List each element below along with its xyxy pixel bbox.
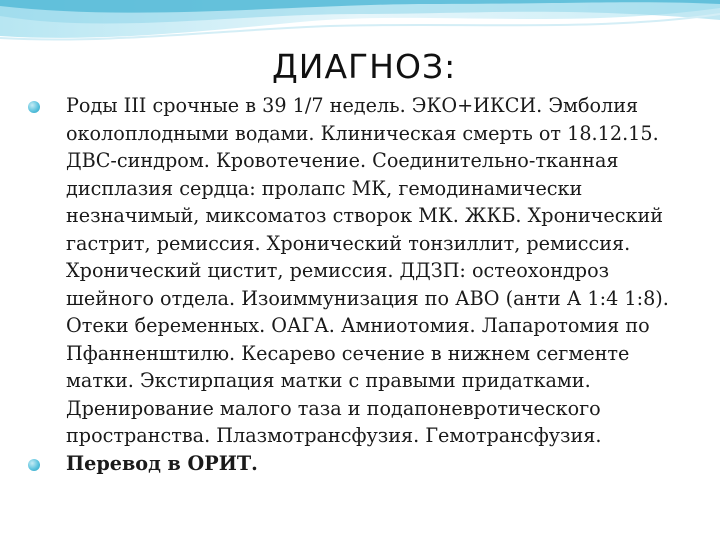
- list-item: [22, 92, 692, 450]
- circle-bullet-icon: [28, 459, 40, 471]
- circle-bullet-icon: [28, 101, 40, 113]
- bullet-list: [22, 92, 692, 477]
- slide-title: ДИАГНОЗ:: [272, 47, 457, 86]
- list-item: [22, 450, 692, 478]
- transfer-text: Перевод в ОРИТ.: [66, 451, 258, 475]
- diagnosis-text: Роды III срочные в 39 1/7 недель. ЭКО+ИКСИ. Эмболия околоплодными водами. Клиническая смерть от 18.12.15. ДВС-синдром. Кровотечение. Соединительно-тканная дисплазия сердца: пролапс МК, гемодинамически незначимый, миксоматоз створок МК. ЖКБ. Хронический гастрит, ремиссия. Хронический тонзиллит, ремиссия. Хронический цистит, ремиссия. ДДЗП: остеохондроз шейного отдела. Изоиммунизация по АВО (анти А 1:4 1:8). Отеки беременных. ОАГА. Амниотомия. Лапаротомия по Пфанненштилю. Кесарево сечение в нижнем сегменте матки. Экстирпация матки с правыми придатками. Дренирование малого таза и подапоневротического пространства. Плазмотрансфузия. Гемотрансфузия.: [66, 94, 669, 447]
